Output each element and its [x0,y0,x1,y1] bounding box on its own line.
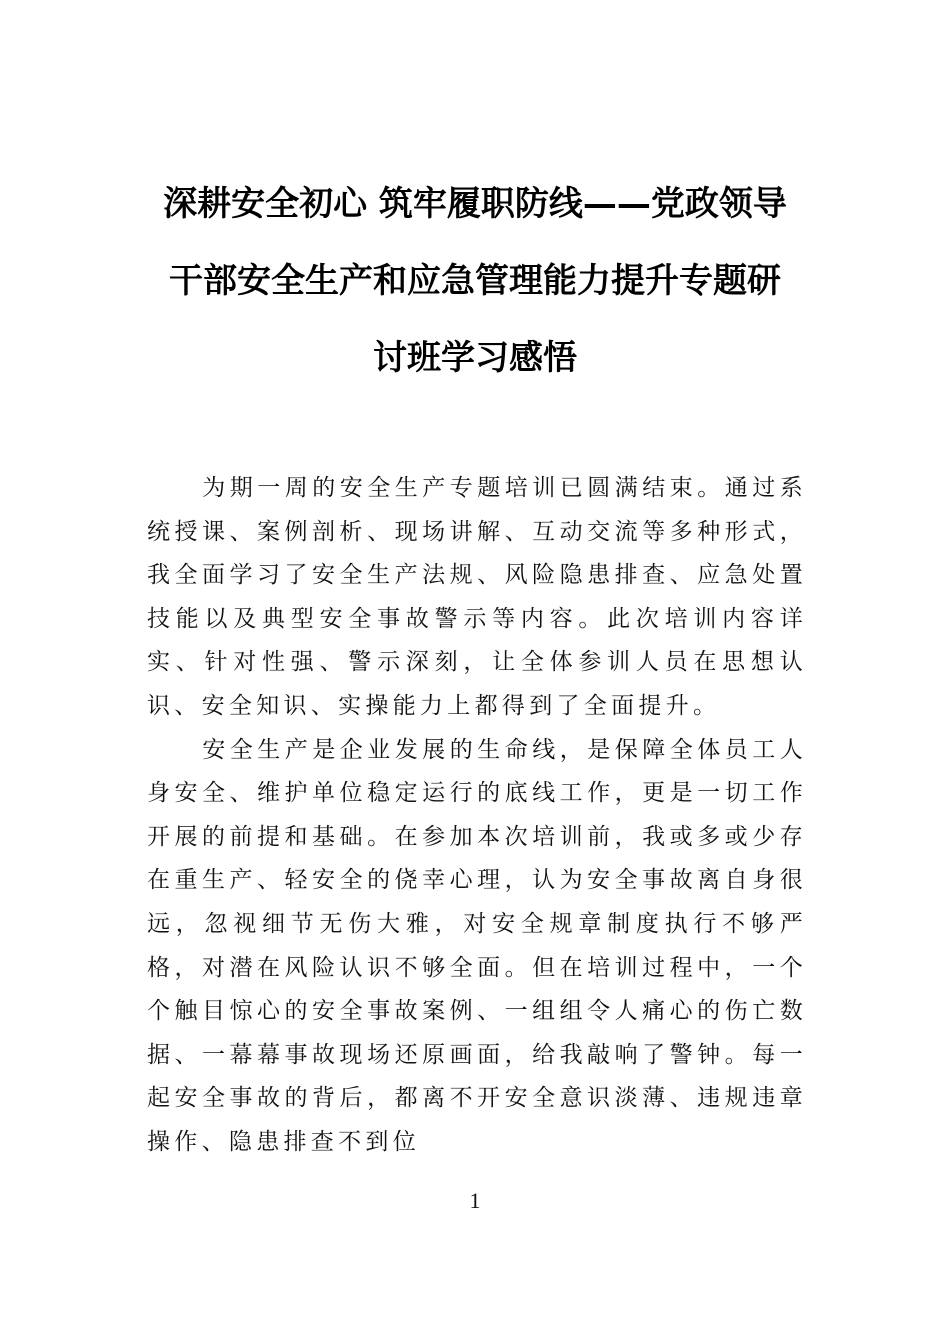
page-number: 1 [469,1188,481,1213]
title-line-2: 干部安全生产和应急管理能力提升专题研 [169,261,781,301]
title-line-1: 深耕安全初心 筑牢履职防线——党政领导 [163,184,787,224]
document-title [140,166,810,397]
title-line-3: 讨班学习感悟 [373,338,577,378]
body-paragraph-2: 安全生产是企业发展的生命线，是保障全体员工人身安全、维护单位稳定运行的底线工作，更是一切工作开展的前提和基础。在参加本次培训前，我或多或少存在重生产、轻安全的侥幸心理，认为安全事故离自身很远，忽视细节无伤大雅，对安全规章制度执行不够严格，对潜在风险认识不够全面。但在培训过程中，一个个触目惊心的安全事故案例、一组组令人痛心的伤亡数据、一幕幕事故现场还原画面，给我敲响了警钟。每一起安全事故的背后，都离不开安全意识淡薄、违规违章操作、隐患排查不到位 [147,736,807,1155]
body-paragraph-1: 为期一周的安全生产专题培训已圆满结束。通过系统授课、案例剖析、现场讲解、互动交流等多种形式，我全面学习了安全生产法规、风险隐患排查、应急处置技能以及典型安全事故警示等内容。此次培训内容详实、针对性强、警示深刻，让全体参训人员在思想认识、安全知识、实操能力上都得到了全面提升。 [147,475,807,719]
document-body [147,467,807,1165]
